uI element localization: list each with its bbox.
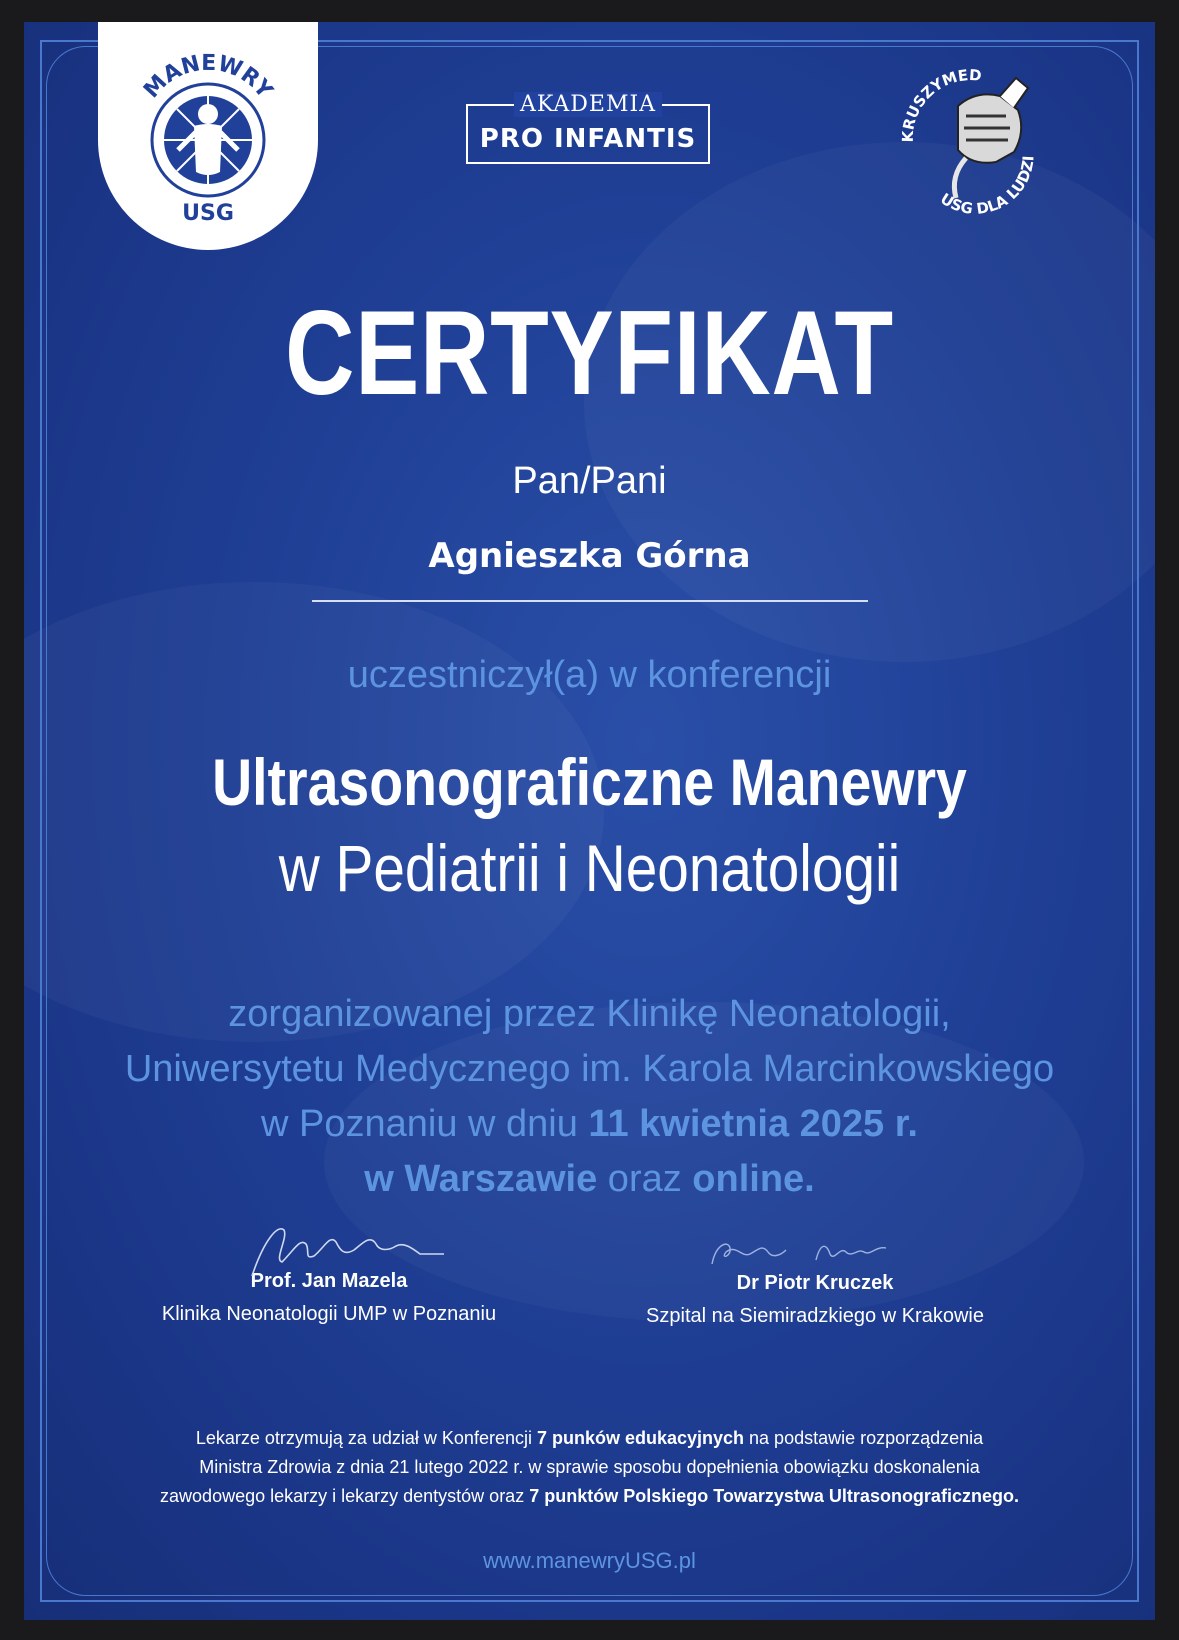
signatory-1 (134, 1270, 524, 1326)
accreditation-text (54, 1424, 1125, 1511)
event-location: w Warszawie (364, 1158, 598, 1200)
accreditation-line3-a: zawodowego lekarzy i lekarzy dentystów oraz (160, 1486, 530, 1506)
organizer-line1: zorganizowanej przez Klinikę Neonatologii, (228, 993, 951, 1035)
certificate-title: CERTYFIKAT (285, 286, 894, 420)
manewry-emblem-icon (122, 42, 294, 230)
kruszymed-logo (896, 66, 1056, 226)
conference-title-line2: w Pediatrii i Neonatologii (278, 831, 901, 905)
pro-infantis-text: PRO INFANTIS (479, 124, 697, 154)
inner-frame (46, 46, 1133, 1596)
organizer-line3-prefix: w Poznaniu w dniu (261, 1103, 589, 1145)
name-underline (312, 600, 868, 602)
manewry-logo-bottom-text: USG (182, 201, 234, 226)
event-date: 11 kwietnia 2025 r. (588, 1103, 918, 1145)
accreditation-line1-a: Lekarze otrzymują za udział w Konferencji (195, 1428, 537, 1448)
manewry-usg-logo (98, 22, 318, 250)
recipient-name: Agnieszka Górna (428, 536, 751, 576)
signatory-1-institution: Klinika Neonatologii UMP w Poznaniu (161, 1303, 497, 1325)
accreditation-line1-c: na podstawie rozporządzenia (744, 1428, 984, 1448)
signature-2 (706, 1234, 906, 1274)
signature-1 (244, 1220, 454, 1284)
signatory-2-institution: Szpital na Siemiradzkiego w Krakowie (646, 1305, 984, 1327)
conference-title-line1: Ultrasonograficzne Manewry (212, 745, 967, 819)
kruszymed-logo-top-text: KRUSZYMED (898, 66, 983, 143)
website-link[interactable]: www.manewryUSG.pl (483, 1548, 696, 1573)
accreditation-line2: Ministra Zdrowia z dnia 21 lutego 2022 r. w sprawie sposobu dopełnienia obowiązku doskonalenia (199, 1457, 980, 1477)
organizer-line3 (24, 1097, 1155, 1152)
fist-probe-icon (896, 66, 1056, 226)
akademia-text: AKADEMIA (514, 92, 662, 117)
akademia-pro-infantis-logo (466, 92, 710, 164)
organizer-line2: Uniwersytetu Medycznego im. Karola Marcinkowskiego (124, 1048, 1055, 1090)
signatory-2-name: Dr Piotr Kruczek (736, 1272, 894, 1294)
organizer-line4 (24, 1152, 1155, 1207)
organizer-text (24, 987, 1155, 1207)
kruszymed-logo-bottom-text: USG DLA LUDZI (937, 155, 1038, 218)
event-mode: online. (692, 1158, 815, 1200)
certificate (24, 22, 1155, 1620)
manewry-logo-top-text: MANEWRY (139, 50, 278, 104)
signatory-1-name: Prof. Jan Mazela (250, 1270, 408, 1292)
accreditation-line3 (54, 1482, 1125, 1511)
pts-points: 7 punktów Polskiego Towarzystwa Ultrasonograficznego. (529, 1486, 1019, 1506)
accreditation-line1 (54, 1424, 1125, 1453)
accreditation-points: 7 punków edukacyjnych (536, 1428, 745, 1448)
salutation: Pan/Pani (512, 460, 667, 502)
signatory-2 (610, 1272, 1020, 1328)
organizer-connector: oraz (597, 1158, 693, 1200)
participation-text: uczestniczył(a) w konferencji (347, 654, 832, 696)
